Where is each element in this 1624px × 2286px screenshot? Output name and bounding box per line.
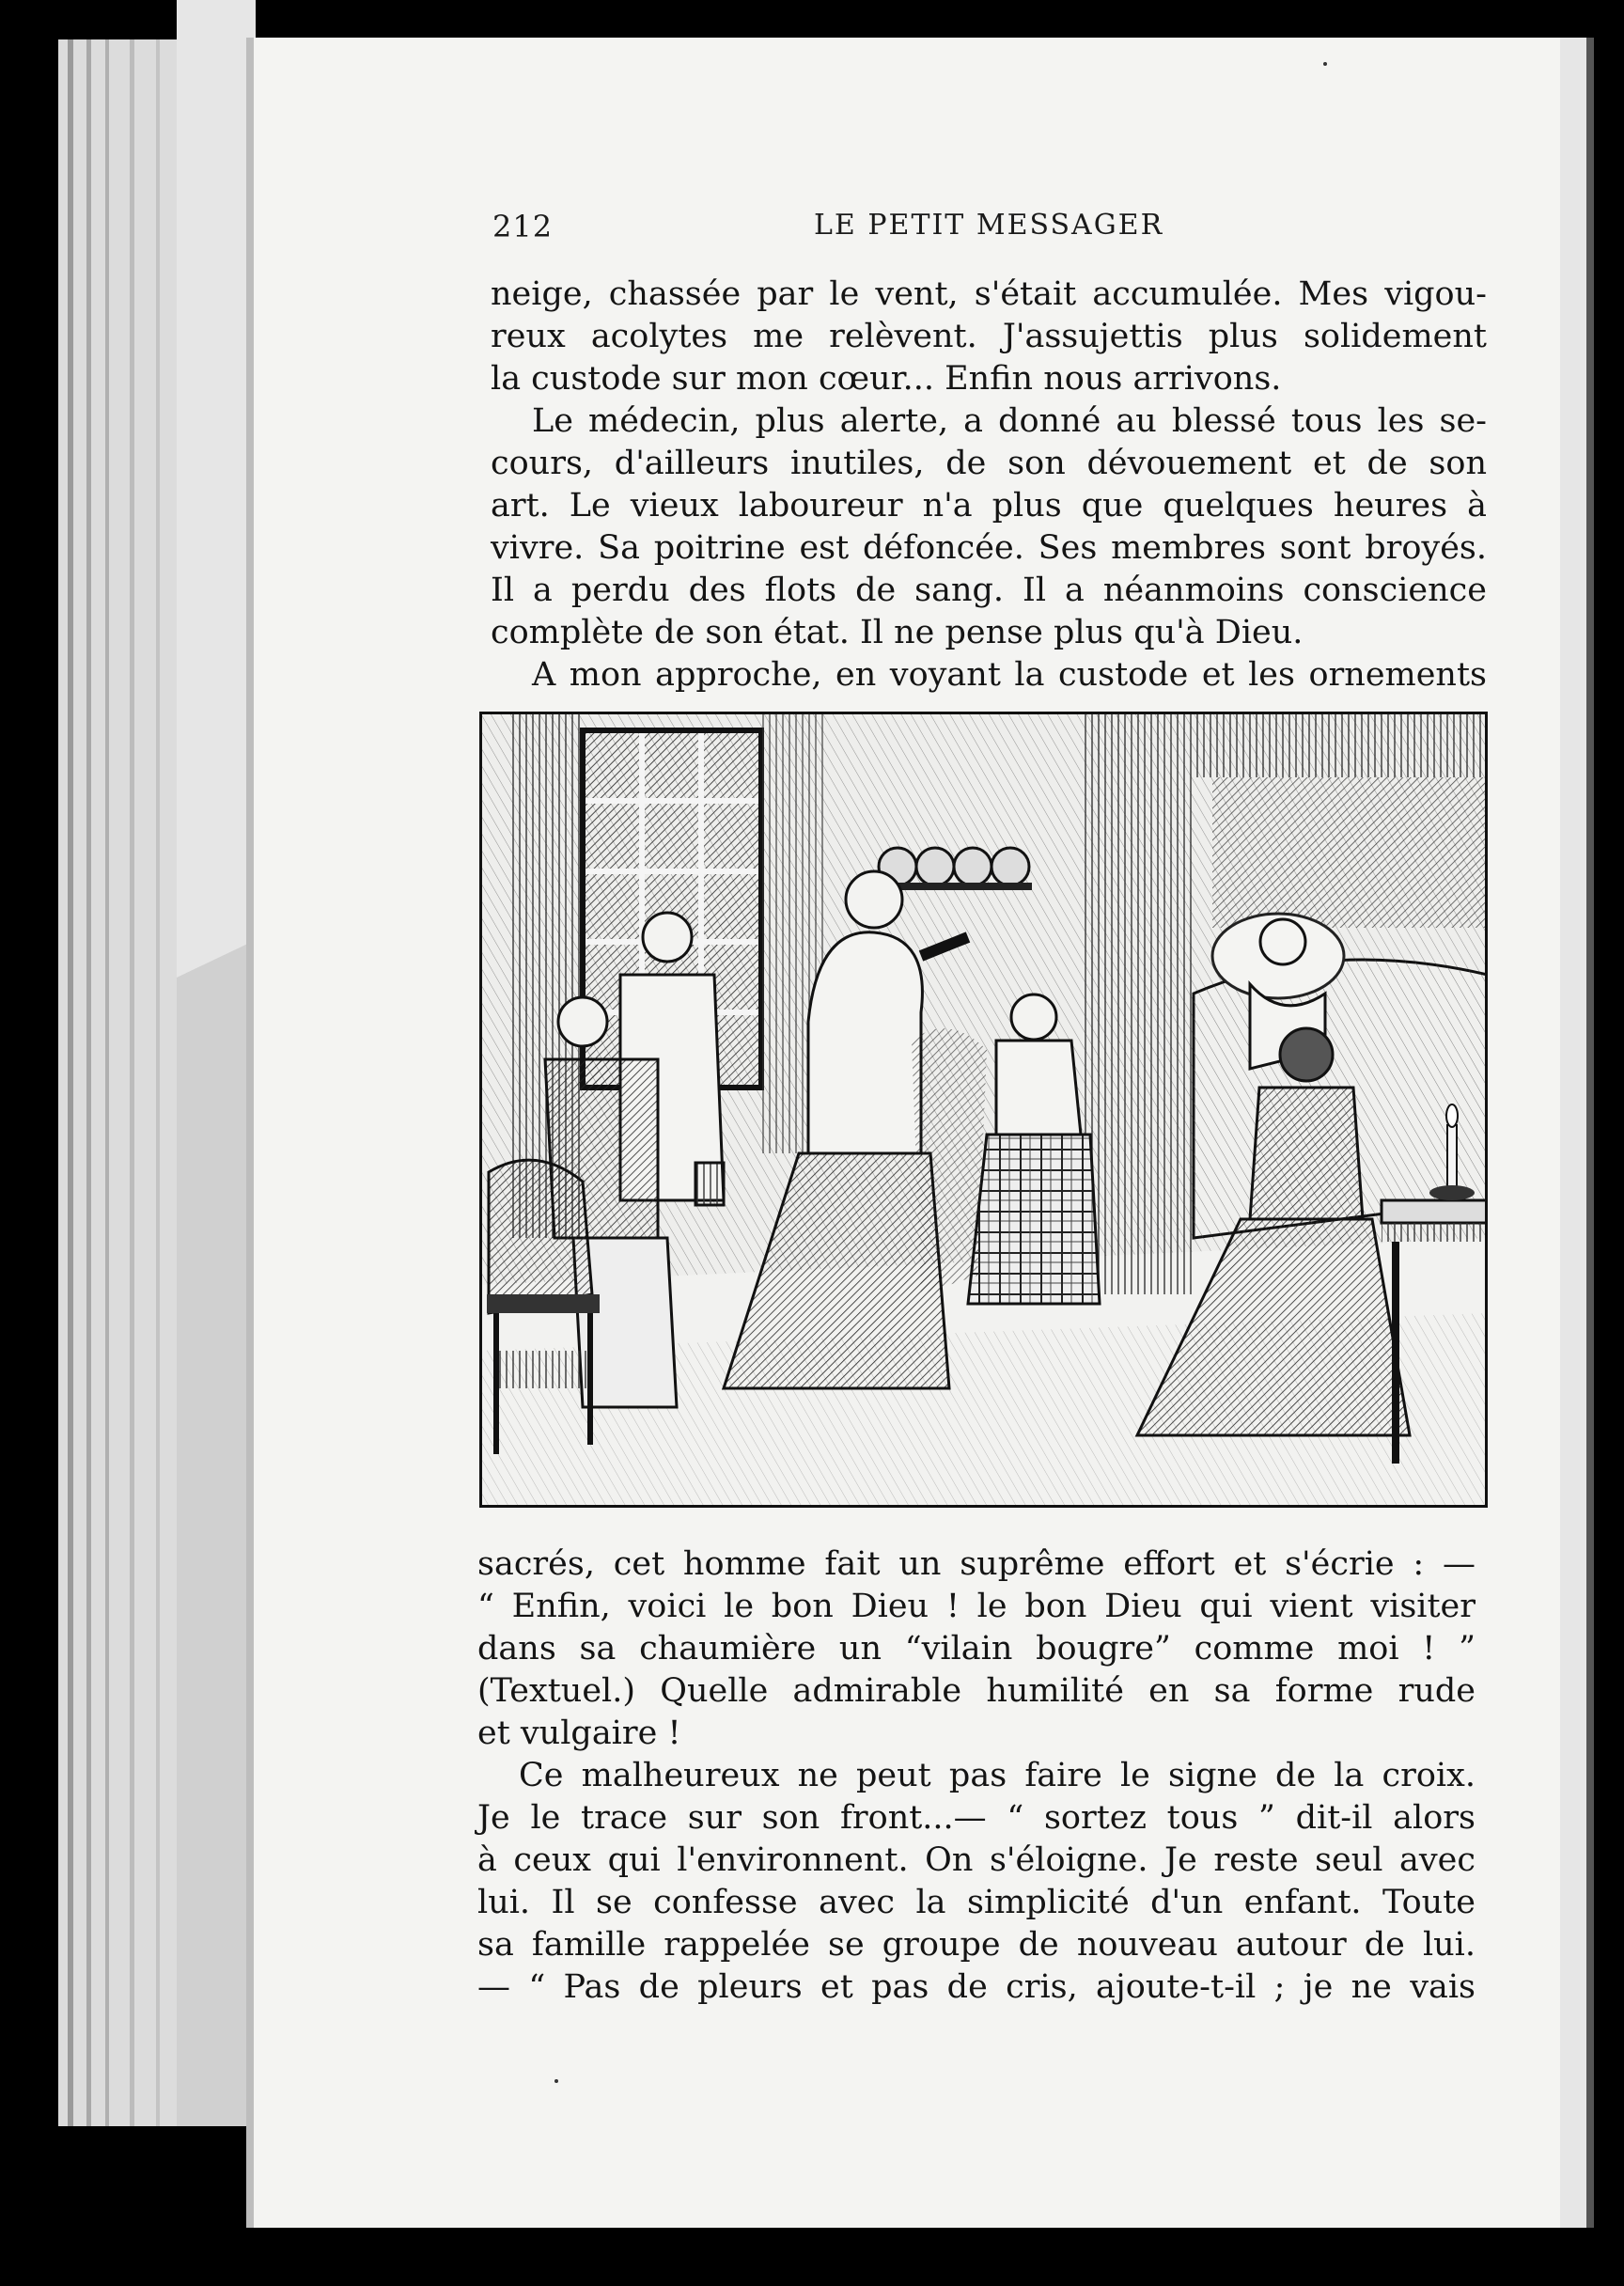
running-title: LE PETIT MESSAGER bbox=[814, 209, 1164, 242]
text-line: vivre. Sa poitrine est défoncée. Ses membres sont broyés. bbox=[491, 529, 1487, 567]
text-line: “ Enfin, voici le bon Dieu ! le bon Dieu qui vient visiter bbox=[477, 1588, 1476, 1625]
text-line: la custode sur mon cœur... Enfin nous arrivons. bbox=[491, 360, 1282, 398]
text-line: Je le trace sur son front...— “ sortez tous ” dit-il alors bbox=[477, 1799, 1476, 1837]
text-line: complète de son état. Il ne pense plus qu'à Dieu. bbox=[491, 614, 1304, 651]
text-line: sacrés, cet homme fait un suprême effort et s'écrie : — bbox=[477, 1545, 1476, 1583]
text-line: lui. Il se confesse avec la simplicité d'un enfant. Toute bbox=[477, 1884, 1476, 1921]
text-line: à ceux qui l'environnent. On s'éloigne. Je reste seul avec bbox=[477, 1841, 1476, 1879]
page-number: 212 bbox=[492, 209, 554, 244]
text-line: Le médecin, plus alerte, a donné au blessé tous les se- bbox=[532, 402, 1487, 440]
text-line: cours, d'ailleurs inutiles, de son dévouement et de son bbox=[491, 445, 1487, 482]
kneeling-girl bbox=[912, 994, 1100, 1304]
text-line: reux acolytes me relèvent. J'assujettis plus solidement bbox=[491, 318, 1487, 355]
text-line: neige, chassée par le vent, s'était accumulée. Mes vigou- bbox=[491, 275, 1487, 313]
text-line: dans sa chaumière un “vilain bougre” comme moi ! ” bbox=[477, 1630, 1476, 1668]
text-line: — “ Pas de pleurs et pas de cris, ajoute-t-il ; je ne vais bbox=[477, 1968, 1476, 2006]
text-line: et vulgaire ! bbox=[477, 1714, 681, 1752]
text-line: sa famille rappelée se groupe de nouveau autour de lui. bbox=[477, 1926, 1476, 1964]
engraving-illustration bbox=[479, 712, 1488, 1508]
text-line: art. Le vieux laboureur n'a plus que quelques heures à bbox=[491, 487, 1487, 525]
text-line: Ce malheureux ne peut pas faire le signe de la croix. bbox=[519, 1757, 1476, 1794]
left-page-stack bbox=[58, 0, 256, 2126]
text-line: (Textuel.) Quelle admirable humilité en sa forme rude bbox=[477, 1672, 1476, 1710]
text-line: Il a perdu des flots de sang. Il a néanmoins conscience bbox=[491, 572, 1487, 609]
text-line: A mon approche, en voyant la custode et les ornements bbox=[532, 656, 1487, 694]
